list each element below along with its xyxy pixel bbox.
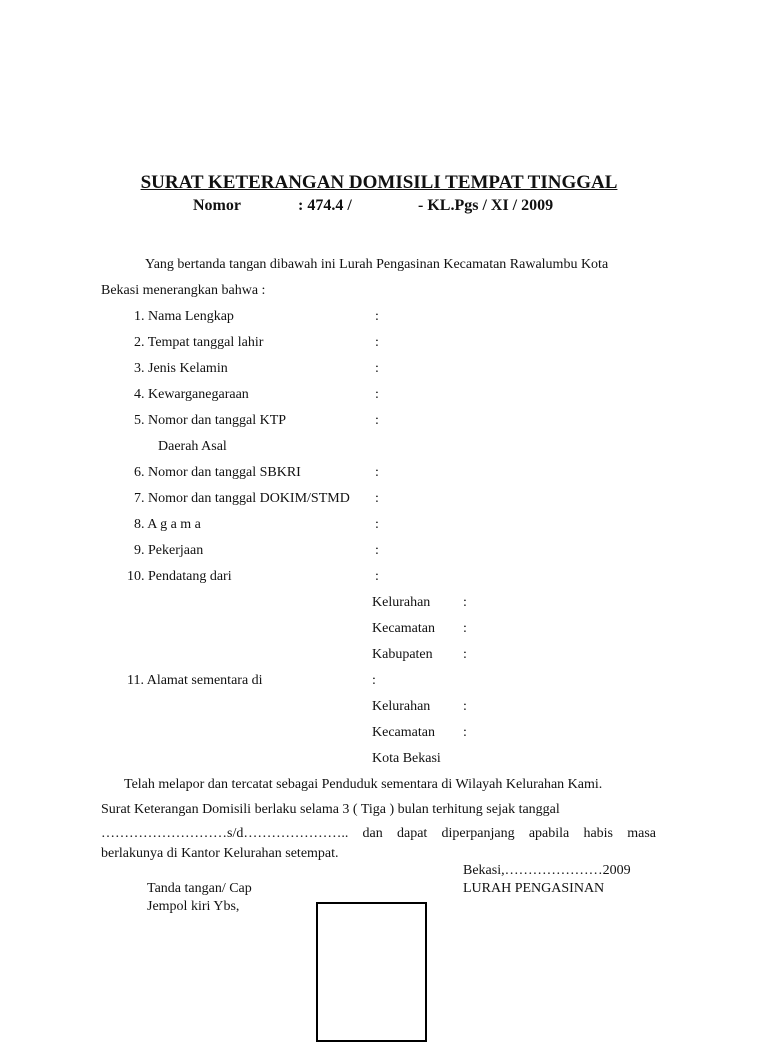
field-colon: : xyxy=(375,335,379,350)
field-label-pendatang: 10. Pendatang dari xyxy=(127,569,232,584)
field-label-alamat: 11. Alamat sementara di xyxy=(127,673,263,688)
field-label-dokim: 7. Nomor dan tanggal DOKIM/STMD xyxy=(134,491,350,506)
intro-line-2: Bekasi menerangkan bahwa : xyxy=(101,283,266,298)
closing-line-4: berlakunya di Kantor Kelurahan setempat. xyxy=(101,846,339,861)
sub-label-kabupaten: Kabupaten xyxy=(372,647,433,662)
field-colon: : xyxy=(375,569,379,584)
alamat-label-kota: Kota Bekasi xyxy=(372,751,441,766)
field-colon: : xyxy=(375,361,379,376)
field-label-jenis-kelamin: 3. Jenis Kelamin xyxy=(134,361,228,376)
closing-line-1: Telah melapor dan tercatat sebagai Penduduk sementara di Wilayah Kelurahan Kami. xyxy=(124,777,603,792)
nomor-label: Nomor xyxy=(193,197,241,214)
sub-label-kelurahan: Kelurahan xyxy=(372,595,431,610)
field-label-pekerjaan: 9. Pekerjaan xyxy=(134,543,204,558)
field-label-ktp: 5. Nomor dan tanggal KTP xyxy=(134,413,287,428)
closing-line-3: ………………………s/d………………….. dan dapat diperpanjang apabila habis masa xyxy=(101,826,656,841)
field-label-daerah-asal: Daerah Asal xyxy=(158,439,227,454)
field-colon: : xyxy=(375,413,379,428)
field-colon: : xyxy=(375,387,379,402)
sub-label-kecamatan: Kecamatan xyxy=(372,621,435,636)
place-date: Bekasi,…………………2009 xyxy=(463,863,631,878)
official-title: LURAH PENGASINAN xyxy=(463,881,605,896)
field-colon: : xyxy=(375,517,379,532)
thumb-label-1: Tanda tangan/ Cap xyxy=(147,881,252,896)
field-label-sbkri: 6. Nomor dan tanggal SBKRI xyxy=(134,465,301,480)
field-label-agama: 8. A g a m a xyxy=(134,517,201,532)
thumb-label-2: Jempol kiri Ybs, xyxy=(147,899,240,914)
nomor-code: - KL.Pgs / XI / 2009 xyxy=(418,197,554,214)
document-title: SURAT KETERANGAN DOMISILI TEMPAT TINGGAL xyxy=(140,172,618,193)
field-label-nama: 1. Nama Lengkap xyxy=(134,309,234,324)
sub-colon: : xyxy=(463,725,467,740)
sub-colon: : xyxy=(463,647,467,662)
field-colon: : xyxy=(375,465,379,480)
alamat-label-kelurahan: Kelurahan xyxy=(372,699,431,714)
field-colon: : xyxy=(375,491,379,506)
field-label-tempat-lahir: 2. Tempat tanggal lahir xyxy=(134,335,264,350)
sub-colon: : xyxy=(463,621,467,636)
field-colon: : xyxy=(372,673,376,688)
field-colon: : xyxy=(375,309,379,324)
field-label-kewarganegaraan: 4. Kewarganegaraan xyxy=(134,387,249,402)
field-colon: : xyxy=(375,543,379,558)
closing-line-2: Surat Keterangan Domisili berlaku selama 3 ( Tiga ) bulan terhitung sejak tanggal xyxy=(101,802,560,817)
alamat-label-kecamatan: Kecamatan xyxy=(372,725,435,740)
intro-line-1: Yang bertanda tangan dibawah ini Lurah Pengasinan Kecamatan Rawalumbu Kota xyxy=(145,257,609,272)
sub-colon: : xyxy=(463,699,467,714)
thumbprint-box xyxy=(316,902,427,1042)
sub-colon: : xyxy=(463,595,467,610)
nomor-value: : 474.4 / xyxy=(298,197,352,214)
